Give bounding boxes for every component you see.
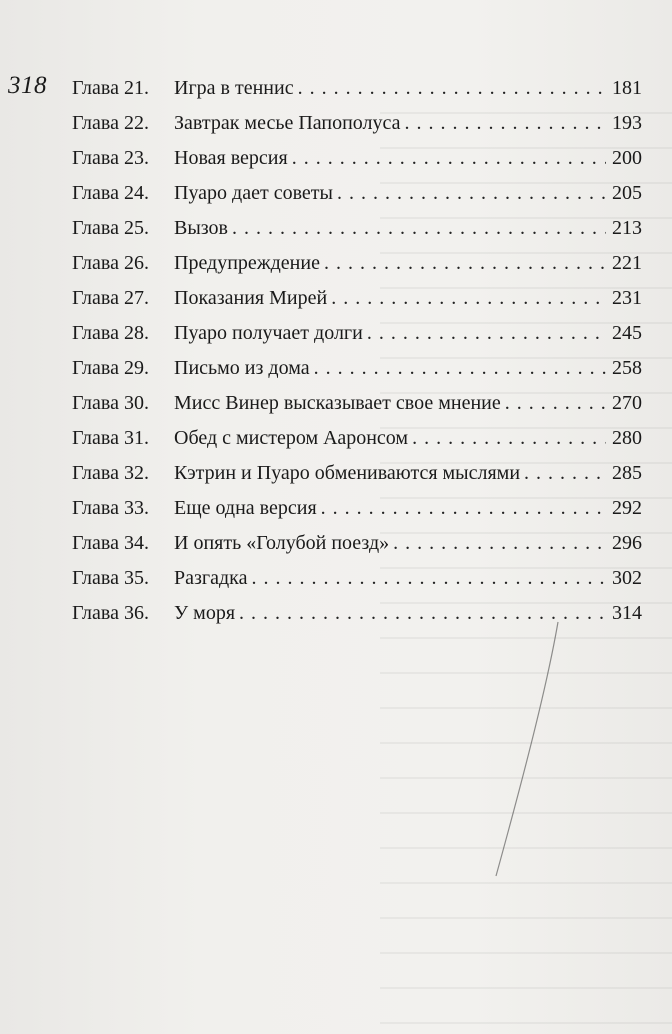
chapter-page-number: 181 — [612, 77, 642, 99]
chapter-number: Глава 29. — [72, 357, 149, 379]
pencil-mark — [488, 620, 578, 880]
chapter-number: Глава 31. — [72, 427, 149, 449]
chapter-page-number: 213 — [612, 217, 642, 239]
dot-leader — [505, 388, 606, 418]
toc-entry — [72, 213, 642, 248]
dot-leader — [314, 353, 606, 383]
dot-leader — [232, 213, 606, 243]
chapter-title: У моря — [174, 602, 236, 624]
toc-entry — [72, 493, 642, 528]
chapter-title: Вызов — [174, 217, 229, 239]
chapter-page-number: 205 — [612, 182, 642, 204]
chapter-number: Глава 24. — [72, 182, 149, 204]
chapter-page-number: 245 — [612, 322, 642, 344]
dot-leader — [321, 493, 606, 523]
chapter-number: Глава 23. — [72, 147, 149, 169]
toc-entry — [72, 388, 642, 423]
dot-leader — [337, 178, 606, 208]
chapter-page-number: 221 — [612, 252, 642, 274]
chapter-title: Пуаро дает советы — [174, 182, 333, 204]
dot-leader — [324, 248, 606, 278]
chapter-number: Глава 27. — [72, 287, 149, 309]
toc-entry — [72, 528, 642, 563]
chapter-number: Глава 25. — [72, 217, 149, 239]
toc-entry — [72, 73, 642, 108]
chapter-page-number: 296 — [612, 532, 642, 554]
chapter-number: Глава 26. — [72, 252, 149, 274]
chapter-number: Глава 22. — [72, 112, 149, 134]
dot-leader — [298, 73, 606, 103]
toc-entry — [72, 283, 642, 318]
chapter-title: Мисс Винер высказывает свое мнение — [174, 392, 501, 414]
toc-entry — [72, 423, 642, 458]
dot-leader — [405, 108, 606, 138]
toc-entry — [72, 598, 642, 633]
chapter-title: Еще одна версия — [174, 497, 317, 519]
chapter-number: Глава 28. — [72, 322, 149, 344]
chapter-title: Игра в теннис — [174, 77, 294, 99]
chapter-page-number: 193 — [612, 112, 642, 134]
chapter-page-number: 200 — [612, 147, 642, 169]
chapter-title: Завтрак месье Папополуса — [174, 112, 401, 134]
chapter-title: Разгадка — [174, 567, 248, 589]
dot-leader — [292, 143, 606, 173]
dot-leader — [524, 458, 606, 488]
toc-entry — [72, 318, 642, 353]
chapter-title: Новая версия — [174, 147, 288, 169]
chapter-number: Глава 21. — [72, 77, 149, 99]
chapter-number: Глава 30. — [72, 392, 149, 414]
toc-entry — [72, 458, 642, 493]
dot-leader — [393, 528, 606, 558]
dot-leader — [251, 563, 606, 593]
table-of-contents — [72, 73, 642, 633]
toc-entry — [72, 563, 642, 598]
toc-entry — [72, 248, 642, 283]
chapter-page-number: 231 — [612, 287, 642, 309]
chapter-page-number: 285 — [612, 462, 642, 484]
chapter-title: Письмо из дома — [174, 357, 310, 379]
toc-entry — [72, 178, 642, 213]
dot-leader — [239, 598, 606, 628]
chapter-title: Пуаро получает долги — [174, 322, 363, 344]
chapter-number: Глава 36. — [72, 602, 149, 624]
dot-leader — [412, 423, 606, 453]
chapter-number: Глава 35. — [72, 567, 149, 589]
chapter-page-number: 280 — [612, 427, 642, 449]
chapter-page-number: 258 — [612, 357, 642, 379]
page-number: 318 — [8, 72, 47, 99]
dot-leader — [331, 283, 606, 313]
chapter-number: Глава 33. — [72, 497, 149, 519]
chapter-title: Кэтрин и Пуаро обмениваются мыслями — [174, 462, 521, 484]
toc-entry — [72, 108, 642, 143]
chapter-title: Обед с мистером Ааронсом — [174, 427, 409, 449]
chapter-title: И опять «Голубой поезд» — [174, 532, 390, 554]
chapter-number: Глава 32. — [72, 462, 149, 484]
chapter-number: Глава 34. — [72, 532, 149, 554]
chapter-page-number: 292 — [612, 497, 642, 519]
toc-entry — [72, 353, 642, 388]
chapter-title: Предупреждение — [174, 252, 320, 274]
chapter-title: Показания Мирей — [174, 287, 328, 309]
chapter-page-number: 314 — [612, 602, 642, 624]
toc-entry — [72, 143, 642, 178]
chapter-page-number: 270 — [612, 392, 642, 414]
dot-leader — [367, 318, 606, 348]
chapter-page-number: 302 — [612, 567, 642, 589]
